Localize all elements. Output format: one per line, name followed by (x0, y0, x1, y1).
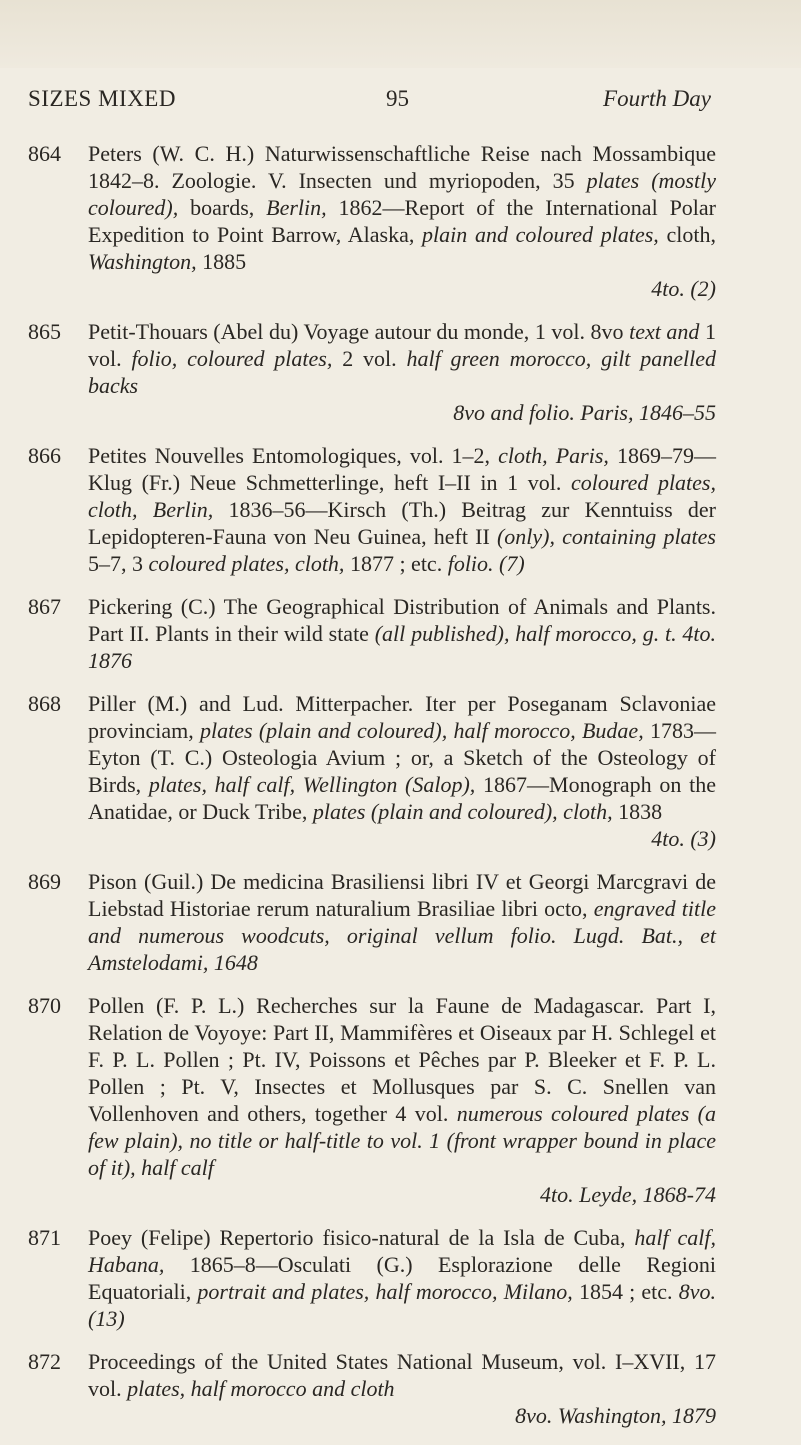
page-number: 95 (386, 86, 409, 111)
lot-format-date: 4to. (2) (651, 276, 716, 301)
lot-format-date: 8vo. Washington, 1879 (515, 1403, 716, 1428)
description-italic: Berlin, (266, 195, 339, 220)
description-italic: plain and coloured plates, (422, 222, 667, 247)
lot-entry (28, 690, 716, 852)
description-text: 1865–8—Osculati (G.) Esplorazione delle Regioni Equatoriali, (88, 1252, 717, 1304)
lot-description (88, 140, 716, 275)
description-italic: portrait and plates, half morocco, Milano, (197, 1279, 579, 1304)
lot-number: 869 (28, 869, 61, 894)
description-text: 1854 ; etc. (578, 1279, 679, 1304)
description-text: Peters (W. C. H.) Naturwissenschaftliche Reise nach Mossambique 1842–8. Zoologie. V. Insecten und myriopoden, 35 (88, 141, 716, 193)
description-text: 2 vol. (342, 346, 407, 371)
lot-number: 871 (28, 1225, 61, 1250)
lot-description (88, 1348, 716, 1402)
lot-description (88, 1224, 716, 1332)
lot-description (88, 442, 716, 577)
lot-entry (28, 593, 716, 674)
header-section: SIZES MIXED (28, 86, 176, 111)
lot-description (88, 593, 716, 674)
lot-description (88, 318, 716, 399)
catalogue-entries (28, 140, 716, 1445)
description-text: 1877 ; etc. (349, 551, 448, 576)
lot-description (88, 868, 716, 976)
description-italic: coloured plates, cloth, (148, 551, 350, 576)
description-text: 1836–56—Kirsch (Th.) Beitrag zur Kenntuiss der Lepidopteren-Fauna von Neu Guinea, heft II (88, 497, 717, 549)
lot-entry (28, 992, 716, 1208)
description-italic: plates (mostly coloured), (88, 168, 716, 220)
lot-format-date: 4to. Leyde, 1868-74 (540, 1182, 716, 1207)
lot-entry (28, 318, 716, 426)
description-italic: 8vo. (13) (88, 1279, 716, 1331)
description-text: 1783—Eyton (T. C.) Osteologia Avium ; or, a Sketch of the Osteology of Birds, (88, 718, 716, 797)
description-text: Pison (Guil.) De medicina Brasiliensi libri IV et Georgi Marcgravi de Liebstad Historiae rerum naturalium Brasiliae libri octo, (88, 869, 716, 921)
lot-entry (28, 868, 716, 976)
description-text: 1867—Monograph on the Anatidae, or Duck Tribe, (88, 772, 716, 824)
description-italic: numerous coloured plates (a few plain), no title or half-title to vol. 1 (front wrapper bound in place of it), half calf (88, 1101, 716, 1180)
description-text: 1885 (202, 249, 247, 274)
running-header (28, 86, 711, 116)
description-italic: plates (plain and coloured), cloth, (312, 799, 619, 824)
lot-description (88, 992, 716, 1181)
description-italic: text and (629, 319, 705, 344)
lot-number: 868 (28, 691, 61, 716)
description-italic: plates (plain and coloured), half morocco, Budae, (200, 718, 650, 743)
description-text: Pickering (C.) The Geographical Distribution of Animals and Plants. Part II. Plants in their wild state (88, 594, 716, 646)
description-text: 5–7, 3 (88, 551, 149, 576)
lot-format-date: 4to. (3) (651, 826, 716, 851)
lot-number: 867 (28, 594, 61, 619)
lot-number: 865 (28, 319, 61, 344)
lot-entry (28, 1348, 716, 1429)
description-italic: plates, half calf, Wellington (Salop), (148, 772, 484, 797)
description-italic: cloth, Paris, (498, 443, 617, 468)
description-italic: plates, half morocco and cloth (127, 1376, 395, 1401)
description-text: 1869–79—Klug (Fr.) Neue Schmetterlinge, heft I–II in 1 vol. (88, 443, 716, 495)
description-italic: (all published), half morocco, g. t. (374, 621, 683, 646)
lot-format-date: 8vo and folio. Paris, 1846–55 (453, 400, 716, 425)
description-text: Petites Nouvelles Entomologiques, vol. 1–2, (88, 443, 499, 468)
description-italic: folio, coloured plates, (131, 346, 343, 371)
description-italic: engraved title and numerous woodcuts, original vellum (88, 896, 716, 948)
description-text: 1862—Report of the International Polar Expedition to Point Barrow, Alaska, (88, 195, 717, 247)
description-italic: 4to. 1876 (88, 621, 716, 673)
description-italic: folio. Lugd. Bat., et Amstelodami, 1648 (88, 923, 716, 975)
description-italic: coloured plates, cloth, Berlin, (88, 470, 716, 522)
description-text: Pollen (F. P. L.) Recherches sur la Faune de Madagascar. Part I, Relation de Voyoye: Part II, Mammifères et Oiseaux par H. Schlegel et F. P. L. Pollen ; Pt. IV, Poissons et Pêches par P. Bleeker et F. P. L. Pollen ; Pt. V, Insectes et Mollusques par S. C. Snellen van Vollenhoven and others, together 4 vol. (88, 993, 716, 1126)
description-text: cloth, (666, 222, 716, 247)
lot-entry (28, 1224, 716, 1332)
description-italic: Washington, (88, 249, 203, 274)
lot-number: 864 (28, 141, 61, 166)
description-italic: half calf, Habana, (88, 1225, 716, 1277)
description-text: 1 vol. (88, 319, 716, 371)
lot-number: 866 (28, 443, 61, 468)
lot-description (88, 690, 716, 825)
description-text: Petit-Thouars (Abel du) Voyage autour du monde, 1 vol. 8vo (88, 319, 630, 344)
description-text: Piller (M.) and Lud. Mitterpacher. Iter per Poseganam Sclavoniae provinciam, (88, 691, 716, 743)
lot-number: 872 (28, 1349, 61, 1374)
description-italic: (only), containing plates (496, 524, 716, 549)
lot-entry (28, 140, 716, 302)
description-text: boards, (190, 195, 267, 220)
lot-entry (28, 442, 716, 577)
description-italic: half green morocco, gilt panelled backs (88, 346, 716, 398)
description-text: Poey (Felipe) Repertorio fisico-natural de la Isla de Cuba, (88, 1225, 635, 1250)
header-day: Fourth Day (603, 86, 711, 111)
description-text: 1838 (618, 799, 663, 824)
page-top-edge (0, 0, 801, 68)
description-italic: folio. (7) (447, 551, 525, 576)
description-text: Proceedings of the United States National Museum, vol. I–XVII, 17 vol. (88, 1349, 716, 1401)
lot-number: 870 (28, 993, 61, 1018)
